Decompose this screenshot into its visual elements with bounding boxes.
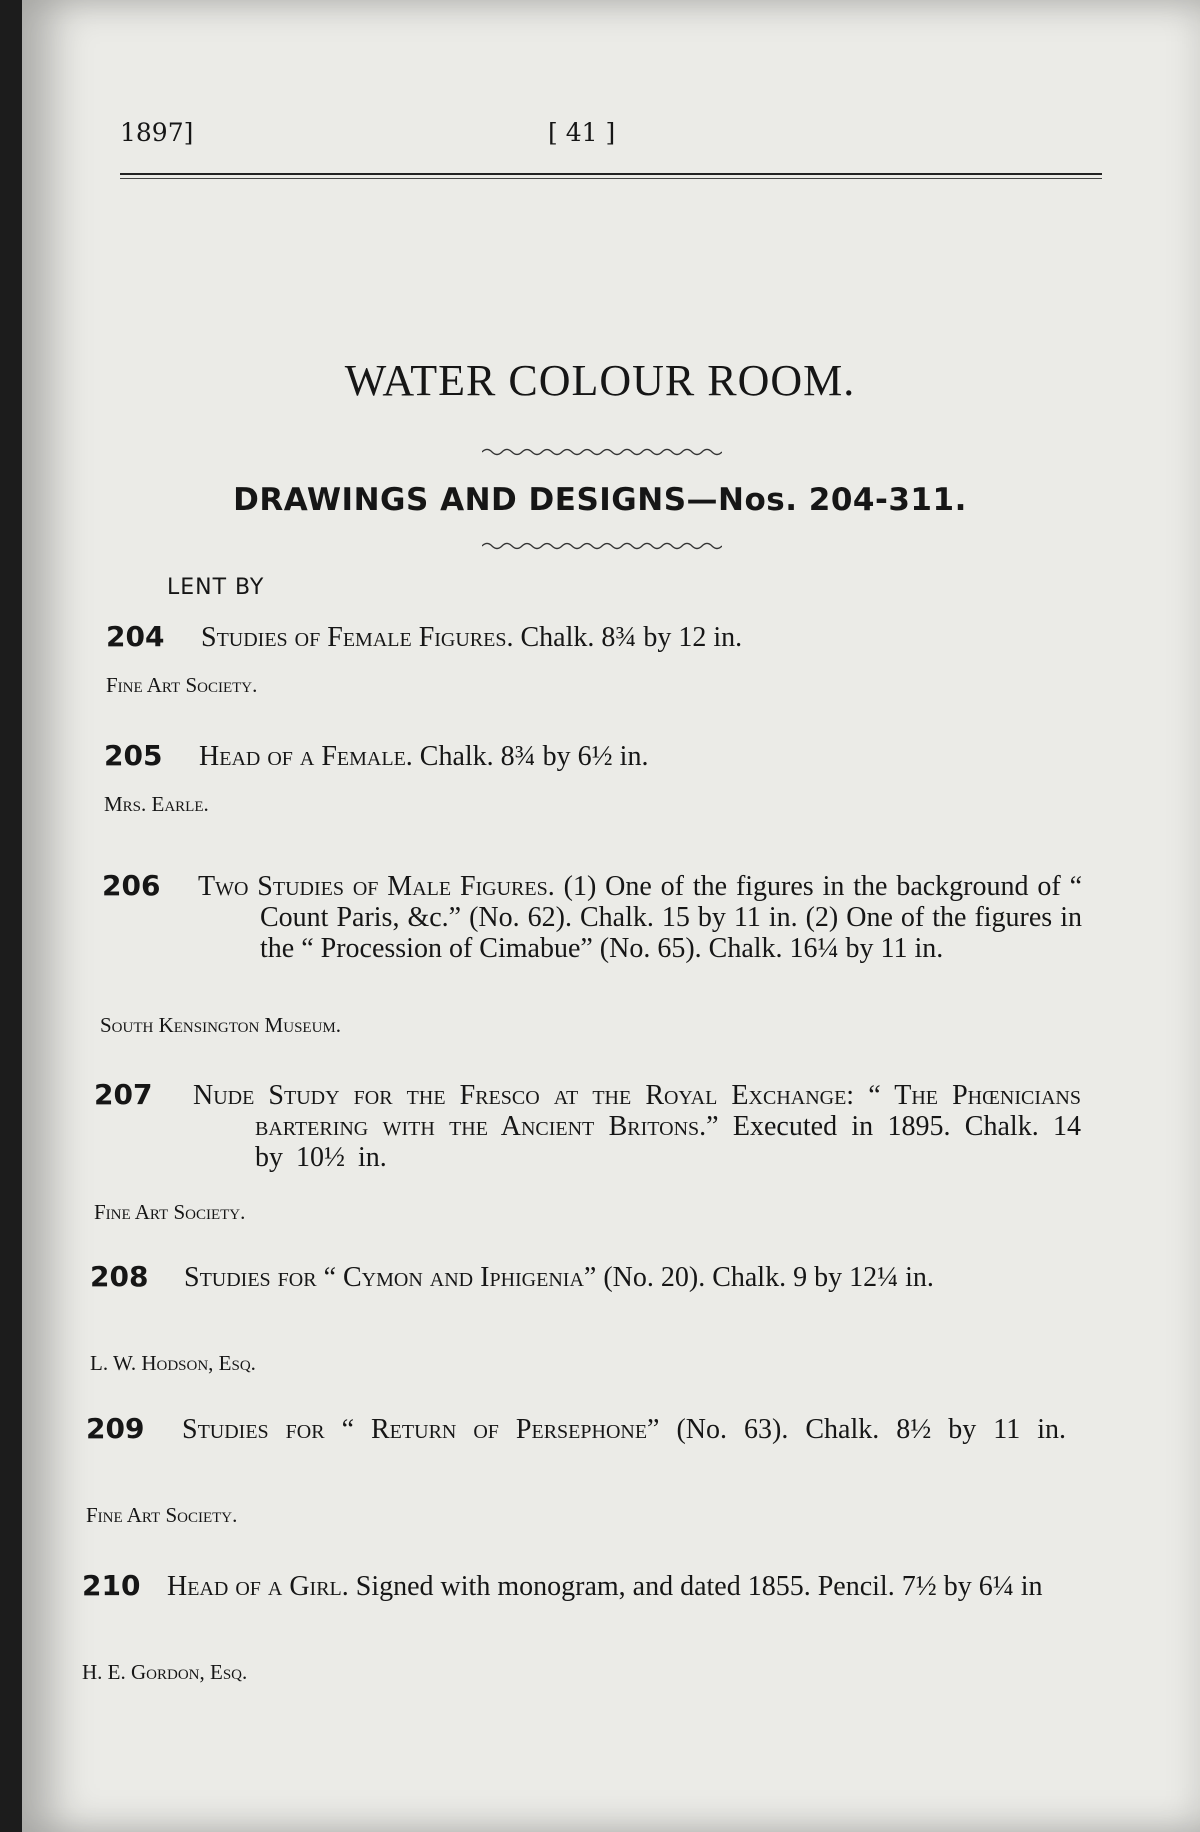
entry-number: 210 [82, 1569, 141, 1602]
header-year: 1897] [120, 118, 194, 147]
lender: Mrs. Earle. [104, 792, 209, 816]
entry-title: Head of a Female. [199, 741, 413, 772]
lender: Fine Art Society. [86, 1503, 238, 1527]
entry-description: Signed with monogram, and dated 1855. Pencil. 7½ by 6¼ in [348, 1571, 1043, 1602]
entry-text [193, 1080, 1081, 1173]
header-rule-thin [120, 178, 1102, 179]
lent-by-heading: LENT BY [167, 575, 265, 600]
entry-number: 204 [106, 620, 165, 653]
entry-number: 205 [104, 739, 163, 772]
entry-number: 208 [90, 1260, 149, 1293]
entry-title: Two Studies of Male Figures. [198, 871, 555, 902]
entry-text [199, 741, 1079, 772]
entry-text [167, 1571, 1067, 1602]
lender: South Kensington Museum. [100, 1013, 341, 1037]
entry-description: (No. 63). Chalk. 8½ by 11 in. [659, 1414, 1066, 1445]
entry-description: (1) One of the figures in the background of “ Count Paris, &c.” (No. 62). Chalk. 15 by 11 in. (2) One of the figures in the “ Procession of Cimabue” (No. 65). Chalk. 16¼ by 11 in. [260, 871, 1082, 964]
section-subtitle: DRAWINGS AND DESIGNS—Nos. 204-311. [233, 482, 967, 518]
entry-description: (No. 20). Chalk. 9 by 12¼ in. [596, 1262, 934, 1293]
entry-text [184, 1262, 1074, 1293]
lender: H. E. Gordon, Esq. [82, 1660, 248, 1684]
lender: Fine Art Society. [106, 673, 258, 697]
wavy-divider [482, 541, 722, 551]
lender: Fine Art Society. [94, 1200, 246, 1224]
entry-description: Chalk. 8¾ by 6½ in. [412, 741, 649, 772]
entry-number: 209 [86, 1412, 145, 1445]
entry-title: Nude Study for the Fresco at the Royal Exchange: “ The Phœnicians bartering with the Ancient Britons.” [193, 1080, 1081, 1142]
entry-text [182, 1414, 1070, 1445]
wavy-divider [482, 447, 722, 457]
header-rule-thick [120, 173, 1102, 175]
lender: L. W. Hodson, Esq. [90, 1351, 256, 1375]
entry-title: Head of a Girl. [167, 1571, 349, 1602]
entry-description: Executed in 1895. Chalk. 14 by 10½ in. [255, 1111, 1082, 1173]
entry-text [201, 622, 1081, 653]
running-header [120, 118, 1102, 158]
entry-title: Studies of Female Figures. [201, 622, 514, 653]
entry-title: Studies for “ Return of Persephone” [182, 1414, 660, 1445]
page-number: [ 41 ] [548, 118, 616, 147]
entry-text [198, 871, 1082, 964]
entry-number: 206 [102, 869, 161, 902]
section-title: WATER COLOUR ROOM. [344, 356, 856, 405]
entry-number: 207 [94, 1078, 153, 1111]
entry-description: Chalk. 8¾ by 12 in. [513, 622, 743, 653]
entry-title: Studies for “ Cymon and Iphigenia” [184, 1262, 597, 1293]
